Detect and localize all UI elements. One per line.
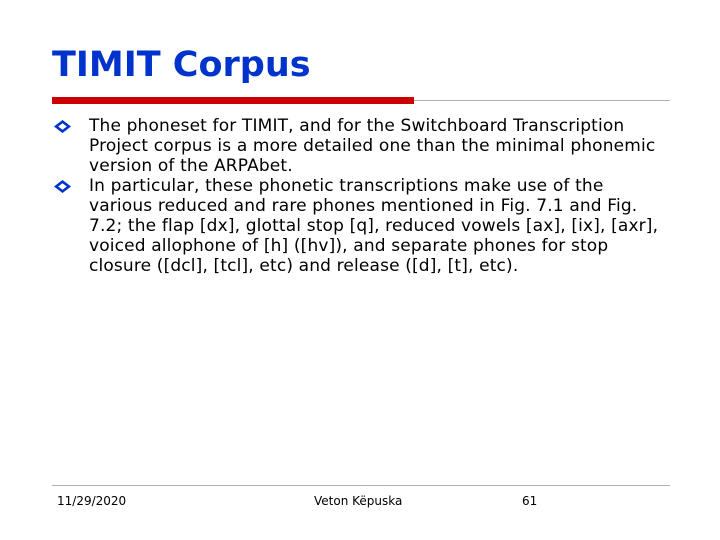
bullet-item xyxy=(52,176,662,276)
diamond-bullet-icon xyxy=(54,180,71,193)
slide-title: TIMIT Corpus xyxy=(52,45,311,85)
diamond-bullet-icon xyxy=(54,120,71,133)
title-accent-rule xyxy=(52,97,414,104)
footer-date: 11/29/2020 xyxy=(57,494,127,508)
bullet-item xyxy=(52,116,662,176)
footer-divider-rule xyxy=(52,485,670,486)
title-divider-rule xyxy=(414,100,670,101)
bullet-list xyxy=(52,116,662,276)
bullet-text: In particular, these phonetic transcriptions make use of the various reduced and rare phones mentioned in Fig. 7.1 and Fig. 7.2; the flap [dx], glottal stop [q], reduced vowels [ax], [ix], [axr], voiced allophone of [h] ([hv]), and separate phones for stop closure ([dcl], [tcl], etc) and release ([d], [t], etc). xyxy=(89,176,659,276)
bullet-text: The phoneset for TIMIT, and for the Switchboard Transcription Project corpus is a more detailed one than the minimal phonemic version of the ARPAbet. xyxy=(89,116,656,176)
footer-author: Veton Këpuska xyxy=(314,494,403,508)
footer-page-number: 61 xyxy=(522,494,538,508)
